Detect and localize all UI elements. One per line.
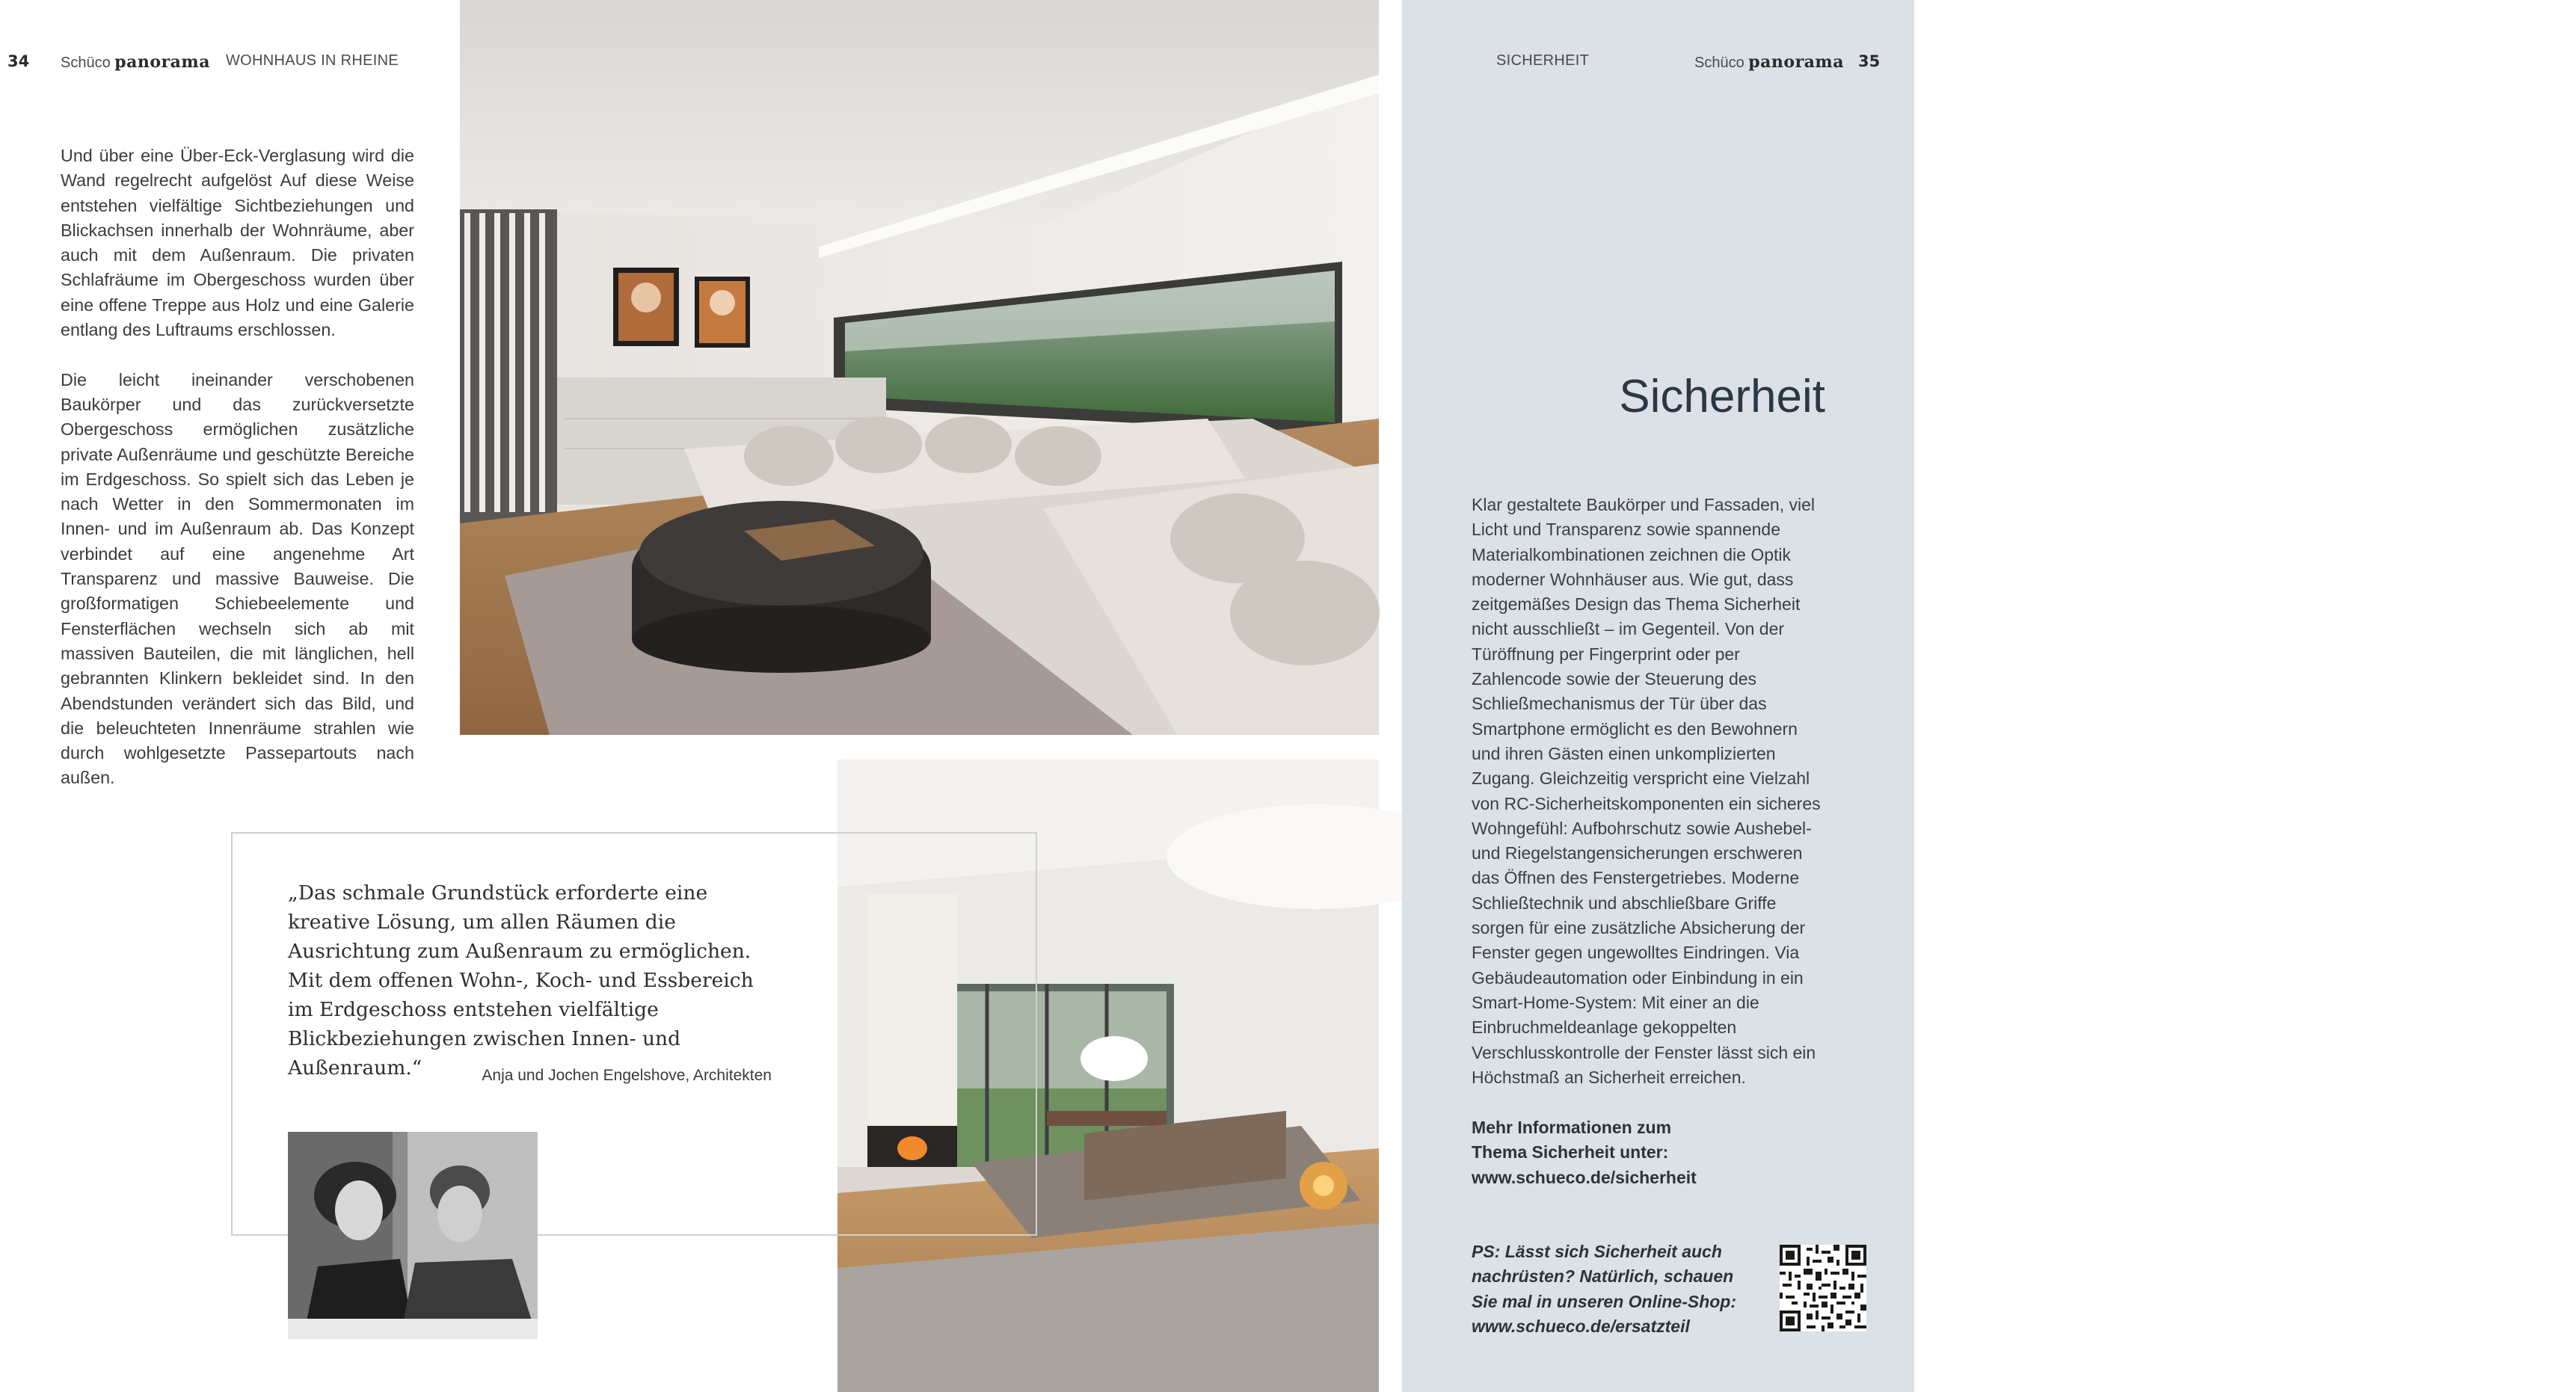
ps-line-2: nachrüsten? Natürlich, schauen: [1472, 1266, 1734, 1287]
architects-portrait-illustration: [288, 1132, 538, 1339]
ps-block: [1472, 1239, 1771, 1339]
headline-sicherheit: Sicherheit: [1619, 371, 1825, 422]
left-brand: [61, 52, 210, 72]
right-brand-prefix: Schüco: [1694, 55, 1745, 71]
left-section-title: WOHNHAUS IN RHEINE: [226, 52, 399, 69]
living-room-photo: [460, 0, 1379, 735]
qr-code-icon[interactable]: [1780, 1245, 1866, 1331]
architect-quote: „Das schmale Grundstück erforderte eine kreative Lösung, um allen Räumen die Ausrichtung zum Außenraum zu ermöglichen. Mit dem offenen Wohn-, Koch- und Essbereich im Erdgeschoss entstehen vielfältige Blickbeziehungen zwischen Innen- und Außenraum.“: [288, 881, 754, 1080]
left-body-copy: [61, 144, 414, 816]
living-room-illustration: [460, 0, 1379, 735]
ps-link[interactable]: www.schueco.de/ersatzteil: [1472, 1316, 1690, 1336]
more-info-line-2: Thema Sicherheit unter:: [1472, 1142, 1669, 1162]
left-paragraph-2: Die leicht ineinander verschobenen Baukörper und das zurückversetzte Obergeschoss ermöglichen zusätzliche private Außenräume und geschützte Bereiche im Erdgeschoss. So spielt sich das Leben je nach Wetter in den Sommermonaten im Innen- und im Außenraum ab. Das Konzept verbindet auf eine angenehme Art Transparenz und massive Bauweise. Die großformatigen Schiebeelemente und Fensterflächen wechseln sich ab mit massiven Bauteilen, die mit länglichen, hell gebrannten Klinkern bekleidet sind. In den Abendstunden verändert sich das Bild, und die beleuchteten Innenräume strahlen wie durch wohlgesetzte Passepartouts nach außen.: [61, 369, 414, 788]
left-brand-prefix: Schüco: [61, 55, 111, 71]
right-section-title: SICHERHEIT: [1496, 52, 1590, 69]
headline-fokus: Fokus: [2121, 225, 2576, 392]
right-brand-name: panorama: [1748, 52, 1844, 72]
right-page-number: 35: [1858, 52, 1881, 70]
more-info-link[interactable]: www.schueco.de/sicherheit: [1472, 1167, 1697, 1187]
quote-author: Anja und Jochen Engelshove, Architekten: [482, 1067, 772, 1084]
left-paragraph-1: Und über eine Über-Eck-Verglasung wird die Wand regelrecht aufgelöst Auf diese Weise entstehen vielfältige Sichtbeziehungen und Blickachsen innerhalb der Wohnräume, aber auch mit dem Außenraum. Die privaten Schlafräume im Obergeschoss wurden über eine offene Treppe aus Holz und eine Galerie entlang des Luftraums erschlossen.: [61, 146, 414, 340]
left-page-number: 34: [7, 52, 30, 70]
more-info-line-1: Mehr Informationen zum: [1472, 1118, 1672, 1137]
right-brand: [1694, 52, 1844, 72]
ps-line-1: PS: Lässt sich Sicherheit auch: [1472, 1242, 1722, 1261]
architects-portrait: [288, 1132, 538, 1339]
right-body-copy: Klar gestaltete Baukörper und Fassaden, viel Licht und Transparenz sowie spannende Materialkombinationen zeichnen die Optik moderner Wohnhäuser aus. Wie gut, dass zeitgemäßes Design das Thema Sicherheit nicht ausschließt – im Gegenteil. Von der Türöffnung per Fingerprint oder per Zahlencode sowie der Steuerung des Schließmechanismus der Tür über das Smartphone ermöglicht es den Bewohnern und ihren Gästen einen unkomplizierten Zugang. Gleichzeitig verspricht eine Vielzahl von RC-Sicherheitskomponenten ein sicheres Wohngefühl: Aufbohrschutz sowie Aushebel- und Riegelstangensicherungen erschweren das Öffnen des Fenstergetriebes. Moderne Schließtechnik und abschließbare Griffe sorgen für eine zusätzliche Absicherung der Fenster gegen ungewolltes Eindringen. Via Gebäudeautomation oder Einbindung in ein Smart-Home-System: Mit einer an die Einbruchmeldeanlage gekoppelten Verschlusskontrolle der Fenster lässt sich ein Höchstmaß an Sicherheit erreichen.: [1472, 495, 1821, 1087]
qr-code-graphic: [1780, 1245, 1866, 1331]
ps-line-3: Sie mal in unseren Online-Shop:: [1472, 1291, 1736, 1311]
more-info-block: [1472, 1115, 1828, 1190]
left-brand-name: panorama: [114, 52, 210, 72]
